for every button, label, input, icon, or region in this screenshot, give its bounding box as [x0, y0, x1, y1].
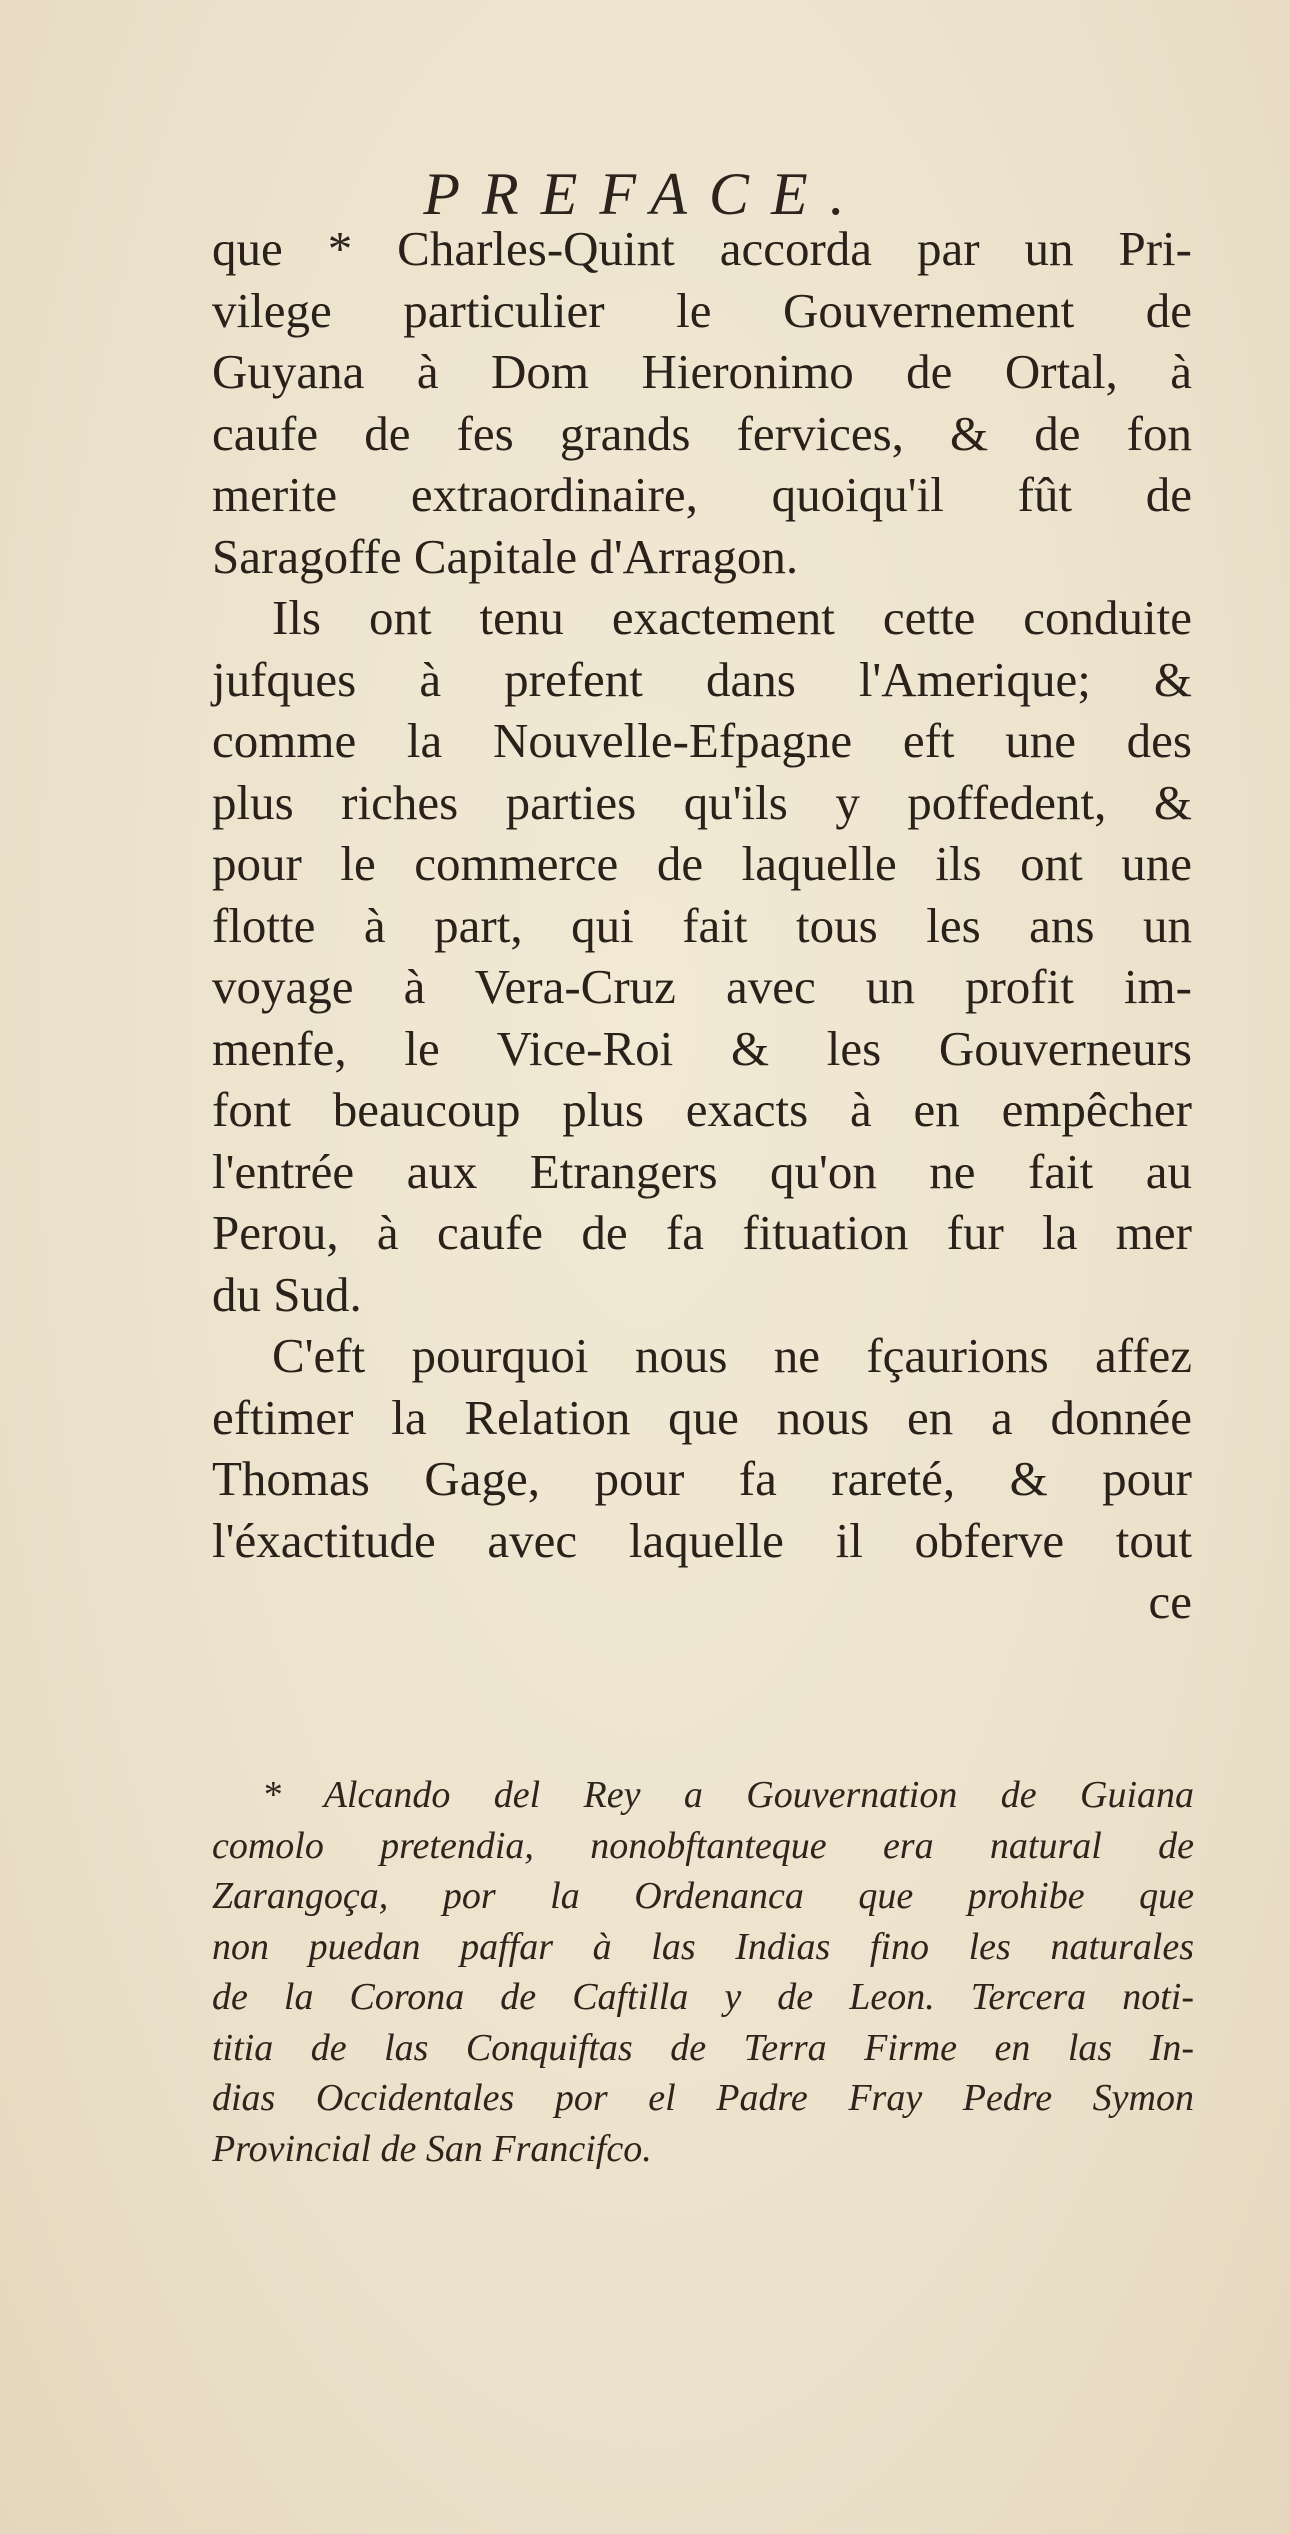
text-line: Saragoffe Capitale d'Arragon.: [212, 528, 799, 584]
text-line: flotte à part, qui fait tous les ans un: [212, 897, 1192, 953]
text-line: jufques à prefent dans l'Amerique; &: [212, 651, 1192, 707]
text-line: comme la Nouvelle-Efpagne eft une des: [212, 713, 1192, 768]
text-line: Guyana à Dom Hieronimo de Ortal, à: [212, 344, 1192, 399]
text-line: pour le commerce de laquelle ils ont une: [212, 836, 1192, 891]
text-line: Perou, à caufe de fa fituation fur la mer: [212, 1205, 1192, 1260]
footnote: [212, 1770, 1194, 2174]
running-header: PREFACE.: [423, 161, 867, 227]
footnote-line: Provincial de San Francifco.: [212, 2127, 652, 2170]
footnote-line: non puedan paffar à las Indias fino les naturales: [212, 1925, 1194, 1968]
text-line: merite extraordinaire, quoiqu'il fût de: [212, 467, 1192, 522]
text-line: du Sud.: [212, 1266, 362, 1322]
text-line: font beaucoup plus exacts à en empêcher: [212, 1082, 1192, 1137]
text-line: eftimer la Relation que nous en a donnée: [212, 1389, 1192, 1445]
text-line: caufe de fes grands fervices, & de fon: [212, 405, 1192, 461]
text-line: plus riches parties qu'ils y poffedent, &: [212, 774, 1192, 830]
text-line: que * Charles-Quint accorda par un Pri-: [212, 221, 1192, 276]
footnote-line: dias Occidentales por el Padre Fray Pedre Symon: [212, 2077, 1194, 2119]
catchword: ce: [1148, 1574, 1192, 1629]
text-line: voyage à Vera-Cruz avec un profit im-: [212, 959, 1192, 1014]
footnote-line: titia de las Conquiftas de Terra Firme en las In-: [212, 2026, 1194, 2069]
text-line: C'eft pourquoi nous ne fçaurions affez: [272, 1328, 1192, 1383]
text-line: Ils ont tenu exactement cette conduite: [272, 590, 1192, 645]
footnote-line: Zarangoça, por la Ordenanca que prohibe que: [212, 1875, 1194, 1917]
text-line: menfe, le Vice-Roi & les Gouverneurs: [212, 1020, 1192, 1076]
footnote-line: comolo pretendia, nonobftanteque era natural de: [212, 1824, 1194, 1867]
text-line: l'entrée aux Etrangers qu'on ne fait au: [212, 1143, 1192, 1199]
main-text: [212, 218, 1192, 1633]
footnote-line: de la Corona de Caftilla y de Leon. Tercera noti-: [212, 1976, 1194, 2018]
text-line: vilege particulier le Gouvernement de: [212, 282, 1192, 338]
text-line: Thomas Gage, pour fa rareté, & pour: [212, 1451, 1192, 1506]
footnote-line: * Alcando del Rey a Gouvernation de Guiana: [262, 1774, 1194, 1816]
text-line: l'éxactitude avec laquelle il obferve tout: [212, 1512, 1192, 1568]
